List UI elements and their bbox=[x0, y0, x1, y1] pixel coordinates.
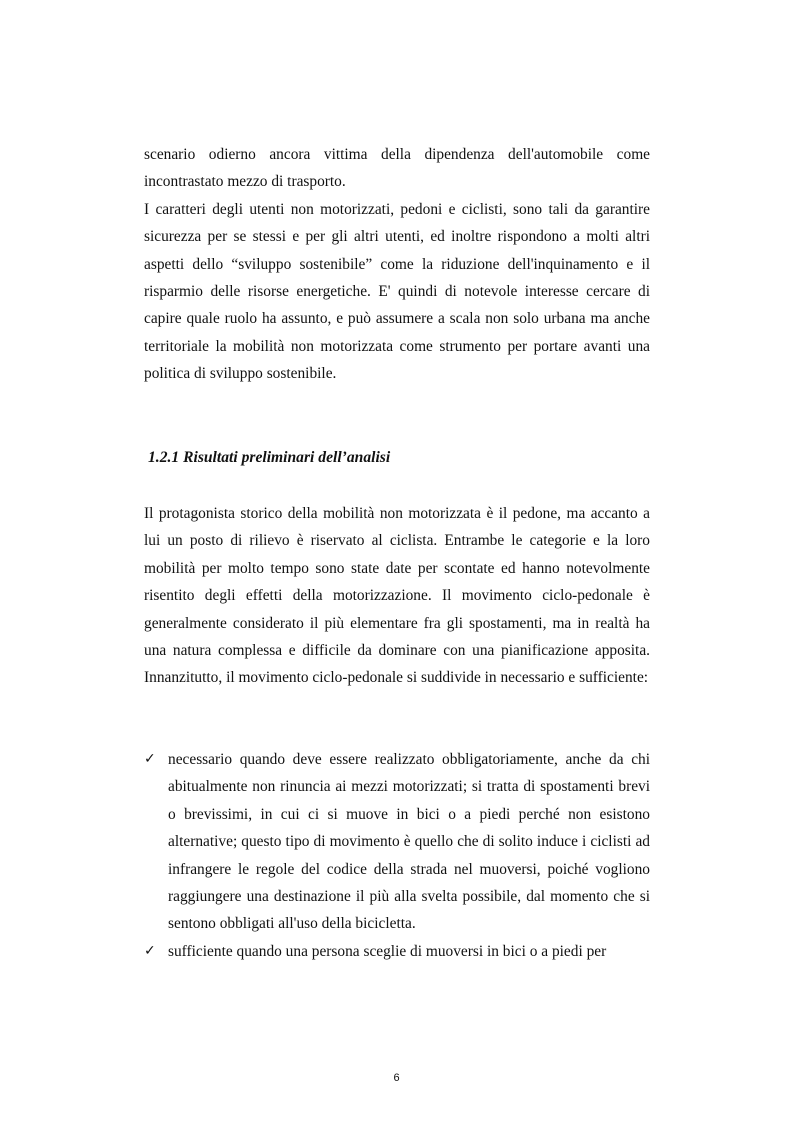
paragraph-intro bbox=[144, 141, 650, 388]
paragraph-intro-line-b: I caratteri degli utenti non motorizzati, pedoni e ciclisti, sono tali da garantire sicurezza per se stessi e per gli altri utenti, ed inoltre rispondono a molti altri aspetti dello “sviluppo sostenibile” come la riduzione dell'inquinamento e il risparmio delle risorse energetiche. E' quindi di notevole interesse cercare di capire quale ruolo ha assunto, e può assumere a scala non solo urbana ma anche territoriale la mobilità non motorizzata come strumento per portare avanti una politica di sviluppo sostenibile. bbox=[144, 200, 650, 383]
list-item-text: sufficiente quando una persona sceglie di muoversi in bici o a piedi per bbox=[168, 942, 607, 960]
check-icon: ✓ bbox=[144, 751, 156, 767]
list-item-text: necessario quando deve essere realizzato obbligatoriamente, anche da chi abitualmente non rinuncia ai mezzi motorizzati; si tratta di spostamenti brevi o brevissimi, in cui ci si muove in bici o a piedi perché non esistono alternative; questo tipo di movimento è quello che di solito induce i ciclisti ad infrangere le regole del codice della strada nel muoversi, poiché vogliono raggiungere una destinazione il più alla svelta possibile, dal momento che si sentono obbligati all'uso della bicicletta. bbox=[168, 751, 650, 933]
list-item bbox=[144, 938, 650, 965]
section-heading: 1.2.1 Risultati preliminari dell’analisi bbox=[148, 449, 391, 466]
check-icon: ✓ bbox=[144, 942, 156, 959]
bullet-list bbox=[144, 746, 650, 965]
paragraph-body: Il protagonista storico della mobilità non motorizzata è il pedone, ma accanto a lui un posto di rilievo è riservato al ciclista. Entrambe le categorie e la loro mobilità per molto tempo sono state date per scontate ed hanno notevolmente risentito degli effetti della motorizzazione. Il movimento ciclo-pedonale è generalmente considerato il più elementare fra gli spostamenti, ma in realtà ha una natura complessa e difficile da dominare con una pianificazione apposita. Innanzitutto, il movimento ciclo-pedonale si suddivide in necessario e sufficiente: bbox=[144, 505, 650, 687]
list-item bbox=[144, 746, 650, 938]
paragraph-intro-line-a: scenario odierno ancora vittima della dipendenza dell'automobile come incontrastato mezzo di trasporto. bbox=[144, 146, 650, 191]
page-number: 6 bbox=[393, 1072, 400, 1084]
